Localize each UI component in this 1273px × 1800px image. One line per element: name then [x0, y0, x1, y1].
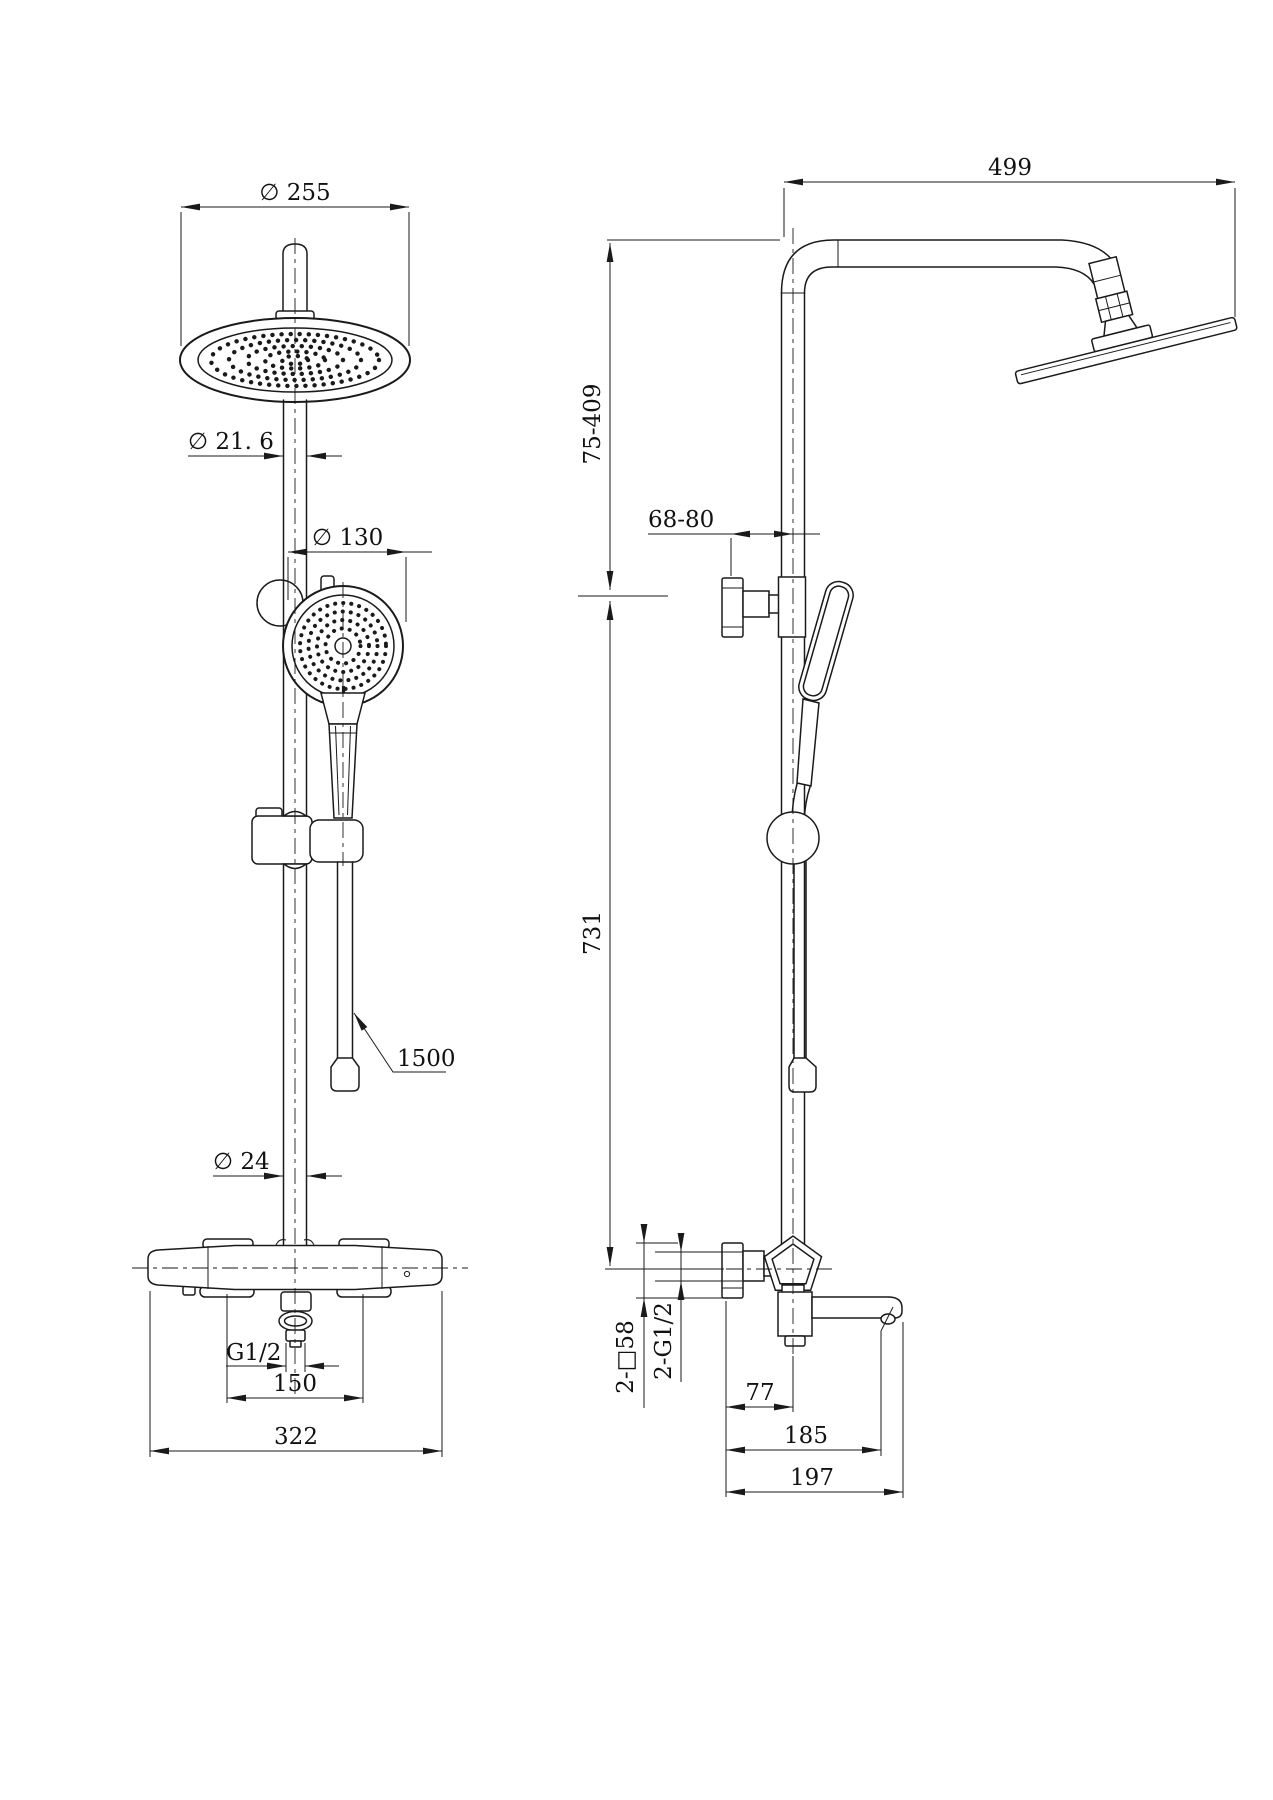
pole-sleeve-upper — [779, 577, 806, 637]
overhead-shower-side-assembly — [994, 233, 1237, 385]
spout-bottom-stub — [785, 1336, 805, 1346]
outlet-tip — [290, 1341, 301, 1347]
hose-end-fitting — [331, 1058, 359, 1091]
dim-label-body-width: 322 — [274, 1424, 318, 1450]
slider-bottom-bump — [284, 864, 306, 869]
slider-clamp — [252, 816, 312, 864]
dim-label-port-spacing: 150 — [273, 1371, 317, 1397]
outlet-nut — [281, 1292, 311, 1311]
dim-label-head-diameter: ∅ 255 — [259, 180, 331, 206]
dim-label-bracket-offset: 68-80 — [648, 507, 715, 533]
dim-label-lower-height: 731 — [580, 911, 606, 955]
spout-outlet-nib — [881, 1314, 895, 1324]
front-view — [132, 180, 468, 1457]
dim-label-riser-upper-diameter: ∅ 21. 6 — [188, 429, 274, 455]
inlet-stem-side — [743, 1251, 764, 1281]
dim-label-wall-flange-size: 2-□58 — [613, 1320, 639, 1394]
wall-bracket-flange — [722, 578, 743, 637]
pipe-base-arc-right — [304, 1240, 314, 1245]
dim-label-wall-to-spout-end: 197 — [790, 1465, 834, 1491]
hand-shower-handle-side — [797, 699, 819, 786]
dim-label-outlet-thread: G1/2 — [226, 1340, 282, 1366]
wall-bracket-stem — [743, 591, 769, 617]
dim-label-inlet-thread: 2-G1/2 — [651, 1302, 677, 1380]
dim-label-wall-to-pole: 77 — [745, 1380, 775, 1406]
arm-inner-edge — [805, 267, 1095, 293]
pipe-base-arc-left — [276, 1240, 286, 1245]
dim-label-hand-shower-diameter: ∅ 130 — [312, 525, 384, 551]
dim-label-riser-lower-diameter: ∅ 24 — [213, 1149, 270, 1175]
spout-body — [778, 1292, 812, 1336]
inlet-flange-side — [722, 1243, 743, 1298]
dim-label-arm-reach: 499 — [988, 155, 1032, 181]
dim-label-wall-to-outlet: 185 — [784, 1423, 828, 1449]
outlet-thread-stub — [286, 1330, 305, 1341]
dim-label-upper-height-range: 75-409 — [580, 383, 606, 465]
side-view — [578, 155, 1237, 1498]
dim-label-hose-length: 1500 — [397, 1046, 456, 1072]
slider-holder — [310, 820, 363, 862]
